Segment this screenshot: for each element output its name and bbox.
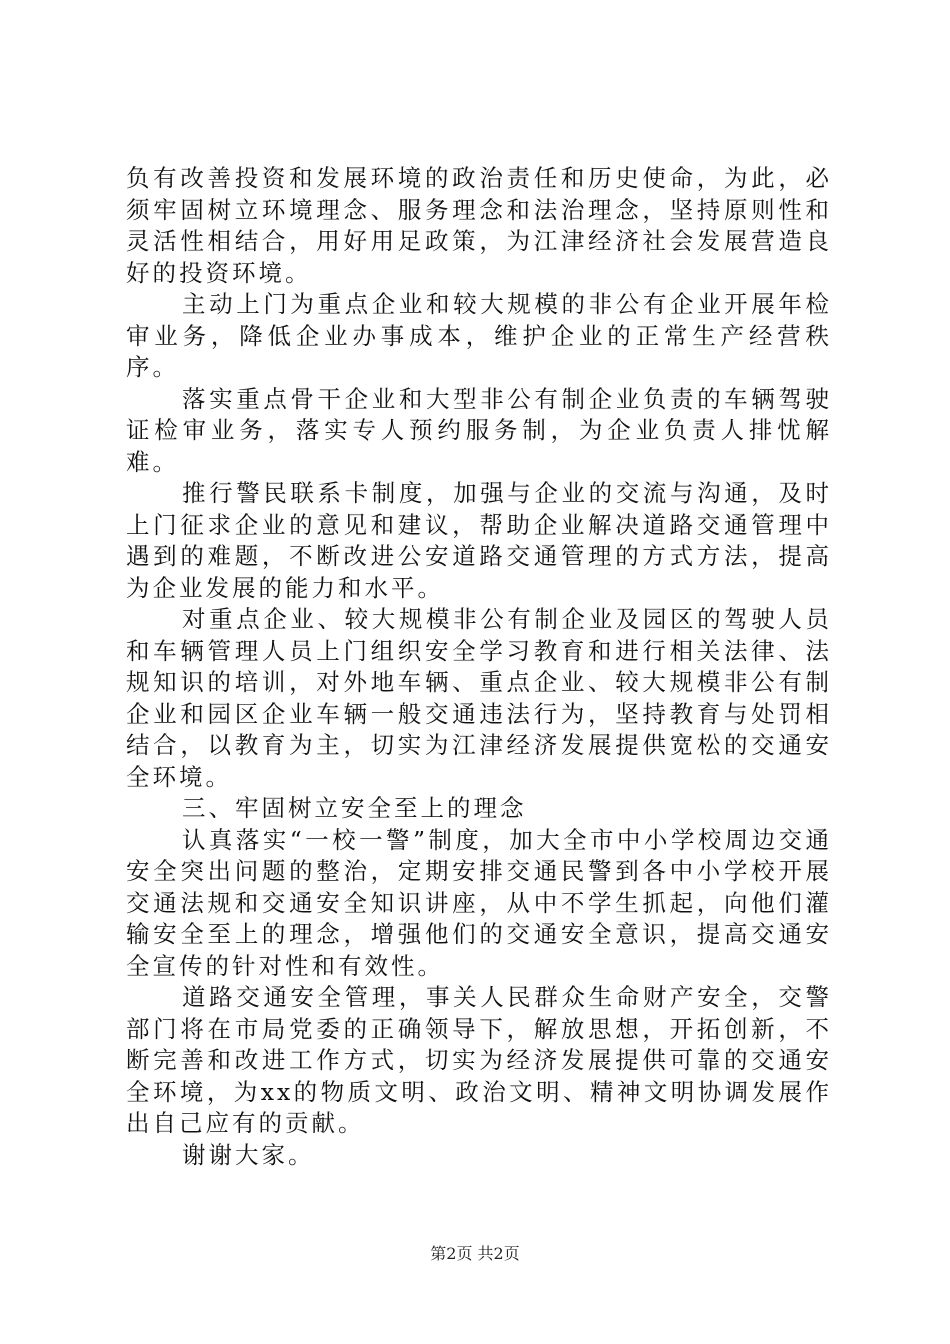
paragraph-continuation: 负有改善投资和发展环境的政治责任和历史使命，为此，必须牢固树立环境理念、服务理念和法治理念，坚持原则性和灵活性相结合，用好用足政策，为江津经济社会发展营造良好的投资环境。 (126, 164, 832, 287)
paragraph-school-police: 认真落实“一校一警”制度，加大全市中小学校周边交通安全突出问题的整治，定期安排交通民警到各中小学校开展交通法规和交通安全知识讲座，从中不学生抓起，向他们灌输安全至上的理念，增强他们的交通安全意识，提高交通安全宣传的针对性和有效性。 (126, 825, 832, 980)
paragraph-license-review: 落实重点骨干企业和大型非公有制企业负责的车辆驾驶证检审业务，落实专人预约服务制，为企业负责人排忧解难。 (126, 384, 832, 476)
page-number-footer: 第2页 共2页 (430, 1244, 520, 1263)
section-heading-safety: 三、牢固树立安全至上的理念 (182, 794, 527, 822)
paragraph-thanks: 谢谢大家。 (182, 1140, 315, 1169)
paragraph-driver-training: 对重点企业、较大规模非公有制企业及园区的驾驶人员和车辆管理人员上门组织安全学习教育和进行相关法律、法规知识的培训，对外地车辆、重点企业、较大规模非公有制企业和园区企业车辆一般交通违法行为，坚持教育与处罚相结合，以教育为主，切实为江津经济发展提供宽松的交通安全环境。 (126, 605, 832, 791)
paragraph-conclusion: 道路交通安全管理，事关人民群众生命财产安全，交警部门将在市局党委的正确领导下，解放思想，开拓创新，不断完善和改进工作方式，切实为经济发展提供可靠的交通安全环境，为xx的物质文明、政治文明、精神文明协调发展作出自己应有的贡献。 (126, 983, 832, 1137)
paragraph-annual-inspection: 主动上门为重点企业和较大规模的非公有企业开展年检审业务，降低企业办事成本，维护企业的正常生产经营秩序。 (126, 290, 832, 381)
document-body (126, 163, 832, 1171)
paragraph-contact-card: 推行警民联系卡制度，加强与企业的交流与沟通，及时上门征求企业的意见和建议，帮助企业解决道路交通管理中遇到的难题，不断改进公安道路交通管理的方式方法，提高为企业发展的能力和水平。 (126, 479, 832, 602)
